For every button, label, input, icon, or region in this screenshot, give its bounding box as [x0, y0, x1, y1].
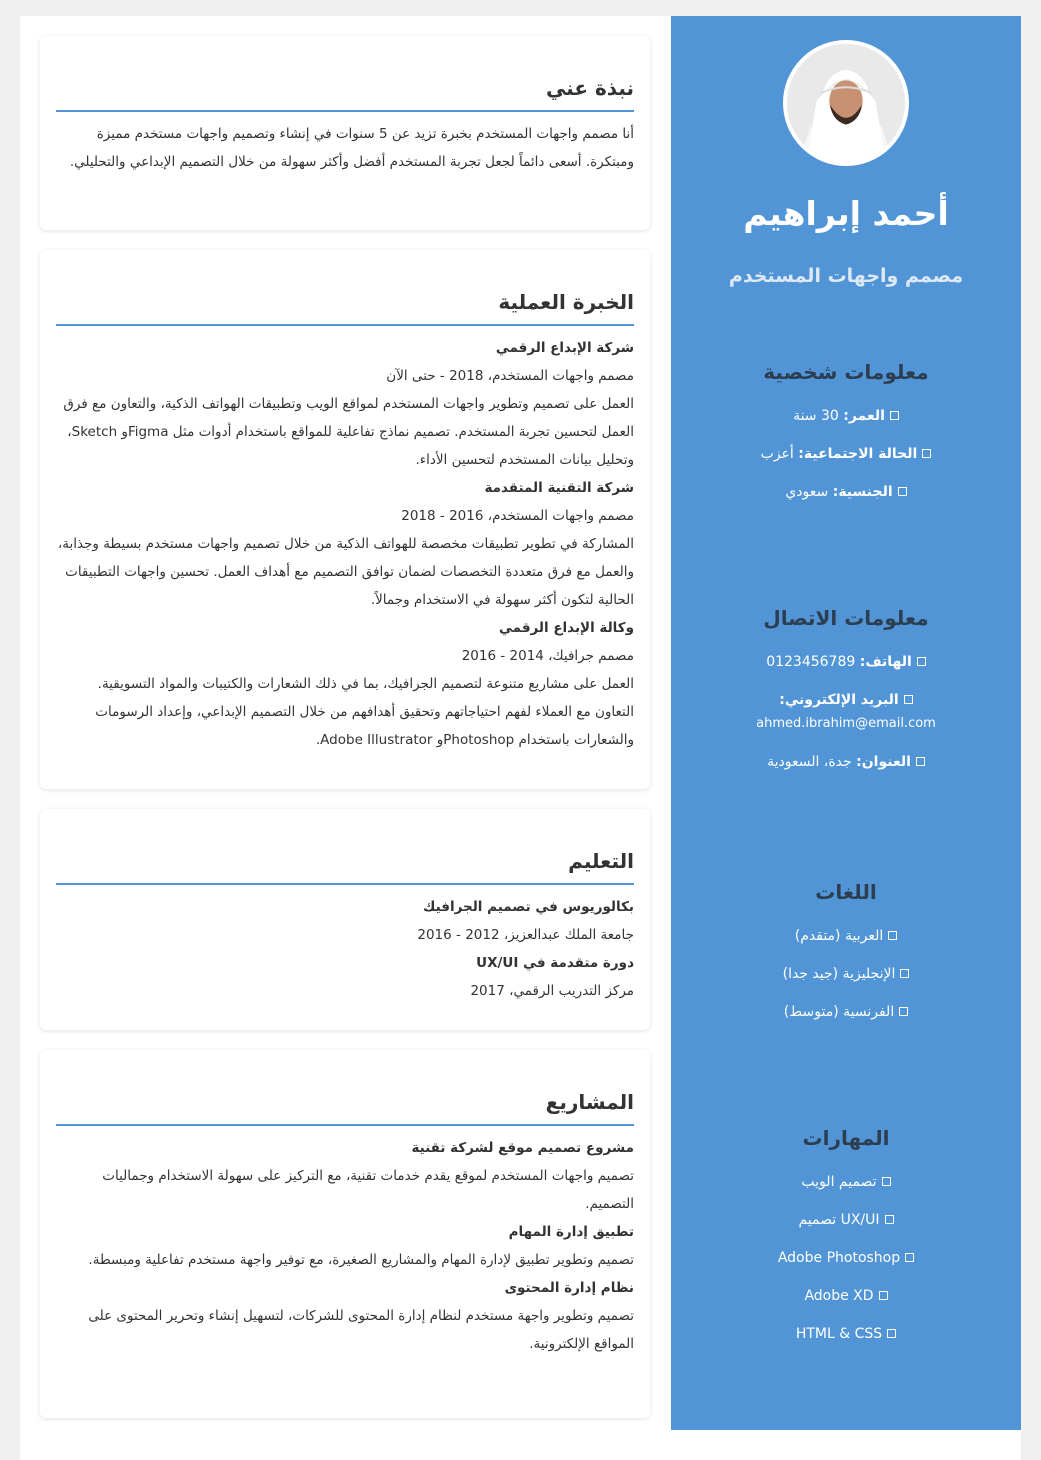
list-item: الإنجليزية (جيد جدا)	[671, 964, 1021, 984]
skills-section	[671, 1126, 1021, 1362]
job-position: مصمم واجهات المستخدم، 2018 - حتى الآن	[386, 368, 634, 384]
job-description: العمل على مشاريع متنوعة لتصميم الجرافيك، بما في ذلك الشعارات والكتيبات والمواد التسويقية. التعاون مع العملاء لفهم احتياجاتهم وتحقيق أهدافهم من خلال التصميم الإبداعي، وإعداد الرسومات والشعارات باستخدام Photoshopو Adobe Illustrator.	[95, 676, 634, 748]
list-item: العمر: 30 سنة	[671, 406, 1021, 426]
education-card	[40, 809, 650, 1030]
list-item: تصميم الويب	[671, 1172, 1021, 1192]
project-description: تصميم واجهات المستخدم لموقع يقدم خدمات تقنية، مع التركيز على سهولة الاستخدام وجماليات التصميم.	[102, 1168, 634, 1212]
checkbox-icon	[898, 487, 907, 496]
email-item: البريد الإلكتروني: ahmed.ibrahim@email.com	[671, 690, 1021, 734]
personal-info-section	[671, 360, 1021, 520]
degree-detail: مركز التدريب الرقمي، 2017	[470, 983, 634, 999]
list-item: UX/UI تصميم	[671, 1210, 1021, 1230]
checkbox-icon	[879, 1291, 888, 1300]
checkbox-icon	[888, 931, 897, 940]
checkbox-icon	[890, 411, 899, 420]
section-title: التعليم	[56, 849, 634, 885]
checkbox-icon	[882, 1177, 891, 1186]
languages-section	[671, 880, 1021, 1040]
job-description: العمل على تصميم وتطوير واجهات المستخدم لمواقع الويب وتطبيقات الهواتف الذكية، والتعاون مع فرق العمل لتحسين تجربة المستخدم. تصميم نماذج تفاعلية للمواقع باستخدام أدوات مثل Figmaو Sketch، وتحليل بيانات المستخدم لتحسين الأداء.	[63, 396, 634, 468]
section-title: المشاريع	[56, 1090, 634, 1126]
list-item: HTML & CSS	[671, 1324, 1021, 1344]
list-item: Adobe XD	[671, 1286, 1021, 1306]
list-item: الحالة الاجتماعية: أعزب	[671, 444, 1021, 464]
checkbox-icon	[922, 449, 931, 458]
job-description: المشاركة في تطوير تطبيقات مخصصة للهواتف الذكية من خلال تصميم واجهات مستخدم بسيطة وجذابة، والعمل مع فرق متعددة التخصصات لضمان توافق التصميم مع أهداف العمل. تحسين واجهات التطبيقات الحالية لتكون أكثر سهولة في الاستخدام وجمالاً.	[57, 536, 634, 608]
section-title: معلومات شخصية	[763, 360, 929, 384]
person-avatar-icon	[787, 44, 905, 162]
contact-info-section	[671, 606, 1021, 790]
email-link[interactable]: ahmed.ibrahim@email.com	[756, 716, 936, 731]
section-title: المهارات	[802, 1126, 890, 1150]
person-name: أحمد إبراهيم	[743, 194, 949, 233]
checkbox-icon	[899, 1007, 908, 1016]
job-entry	[56, 614, 634, 754]
list-item: الجنسية: سعودي	[671, 482, 1021, 502]
company-name: وكالة الإبداع الرقمي	[498, 620, 634, 636]
checkbox-icon	[887, 1329, 896, 1338]
experience-card	[40, 250, 650, 789]
job-position: مصمم جرافيك، 2014 - 2016	[461, 648, 634, 664]
project-name: تطبيق إدارة المهام	[508, 1224, 634, 1240]
project-name: نظام إدارة المحتوى	[504, 1280, 634, 1296]
list-item: العربية (متقدم)	[671, 926, 1021, 946]
phone-item: الهاتف: 0123456789	[671, 652, 1021, 672]
checkbox-icon	[917, 657, 926, 666]
checkbox-icon	[904, 695, 913, 704]
list-item: الفرنسية (متوسط)	[671, 1002, 1021, 1022]
job-entry	[56, 474, 634, 614]
resume-page	[20, 16, 1021, 1460]
section-title: الخبرة العملية	[56, 290, 634, 326]
section-title: معلومات الاتصال	[763, 606, 929, 630]
project-name: مشروع تصميم موقع لشركة تقنية	[411, 1140, 634, 1156]
company-name: شركة الإبداع الرقمي	[495, 340, 634, 356]
checkbox-icon	[905, 1253, 914, 1262]
checkbox-icon	[885, 1215, 894, 1224]
project-description: تصميم وتطوير تطبيق لإدارة المهام والمشاريع الصغيرة، مع توفير واجهة مستخدم تفاعلية ومبسطة.	[88, 1252, 634, 1268]
degree-detail: جامعة الملك عبدالعزيز، 2012 - 2016	[417, 927, 634, 943]
company-name: شركة التقنية المتقدمة	[484, 480, 634, 496]
job-entry	[56, 334, 634, 474]
about-text: أنا مصمم واجهات المستخدم بخبرة تزيد عن 5 سنوات في إنشاء وتصميم واجهات مستخدم مميزة ومبتكرة. أسعى دائماً لجعل تجربة المستخدم أفضل وأكثر سهولة من خلال التصميم الإبداعي والتحليلي.	[69, 126, 634, 170]
address-item: العنوان: جدة، السعودية	[671, 752, 1021, 772]
sidebar	[671, 16, 1021, 1430]
profile-photo	[783, 40, 909, 166]
projects-card	[40, 1050, 650, 1418]
person-role: مصمم واجهات المستخدم	[728, 265, 964, 287]
list-item: Adobe Photoshop	[671, 1248, 1021, 1268]
about-card	[40, 36, 650, 230]
degree-title: بكالوريوس في تصميم الجرافيك	[423, 899, 634, 915]
section-title: نبذة عني	[56, 76, 634, 112]
checkbox-icon	[900, 969, 909, 978]
section-title: اللغات	[815, 880, 877, 904]
project-description: تصميم وتطوير واجهة مستخدم لنظام إدارة المحتوى للشركات، لتسهيل إنشاء وتحرير المحتوى على المواقع الإلكترونية.	[88, 1308, 634, 1352]
degree-title: دورة متقدمة في UX/UI	[476, 955, 634, 971]
checkbox-icon	[916, 757, 925, 766]
job-position: مصمم واجهات المستخدم، 2016 - 2018	[401, 508, 634, 524]
